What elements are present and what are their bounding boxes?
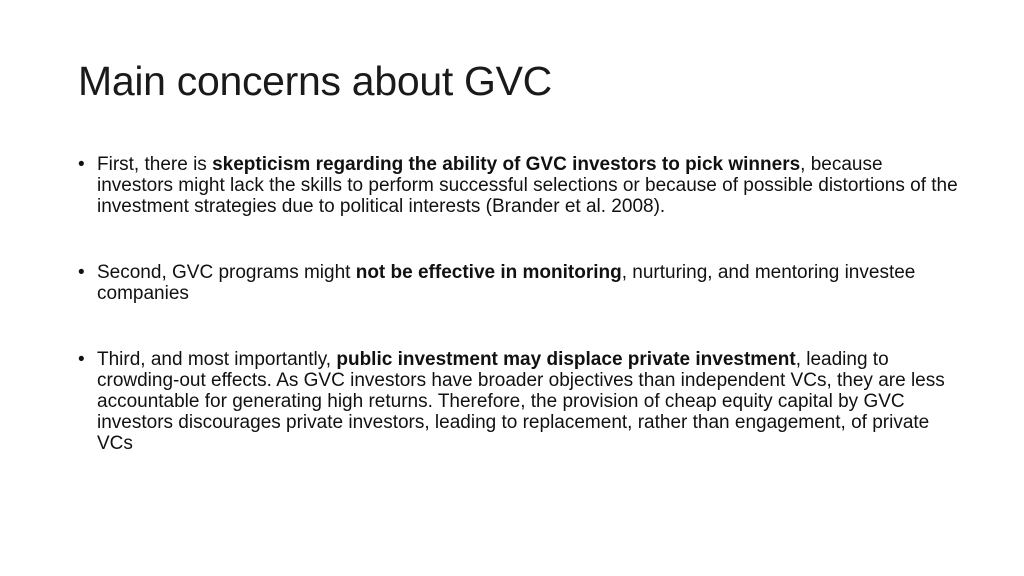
bullet-text-bold: public investment may displace private investment xyxy=(336,349,796,370)
bullet-item-1 xyxy=(78,154,958,217)
bullet-text-after: , leading to crowding-out effects. As GVC investors have broader objectives than independent VCs, they are less accountable for generating high returns. Therefore, the provision of cheap equity capital by GVC investors discourages private investors, leading to replacement, rather than engagement, of private VCs xyxy=(97,349,945,454)
bullet-text-bold: skepticism regarding the ability of GVC investors to pick winners xyxy=(212,154,801,175)
bullet-text-after: , nurturing, and mentoring investee companies xyxy=(97,262,916,304)
bullet-text-before: Third, and most importantly, xyxy=(97,349,337,370)
bullet-icon: • xyxy=(78,349,85,370)
bullet-icon: • xyxy=(78,262,85,283)
bullet-text-bold: not be effective in monitoring xyxy=(355,262,622,283)
bullet-item-2 xyxy=(78,262,958,304)
bullet-text-after: , because investors might lack the skills to perform successful selections or because of possible distortions of the investment strategies due to political interests (Brander et al. 2008). xyxy=(97,154,958,217)
bullet-icon: • xyxy=(78,154,85,175)
bullet-item-3 xyxy=(78,349,958,454)
bullet-text-before: First, there is xyxy=(97,154,213,175)
bullet-text-before: Second, GVC programs might xyxy=(97,262,356,283)
slide-title: Main concerns about GVC xyxy=(78,58,552,104)
bullet-list xyxy=(78,154,958,454)
